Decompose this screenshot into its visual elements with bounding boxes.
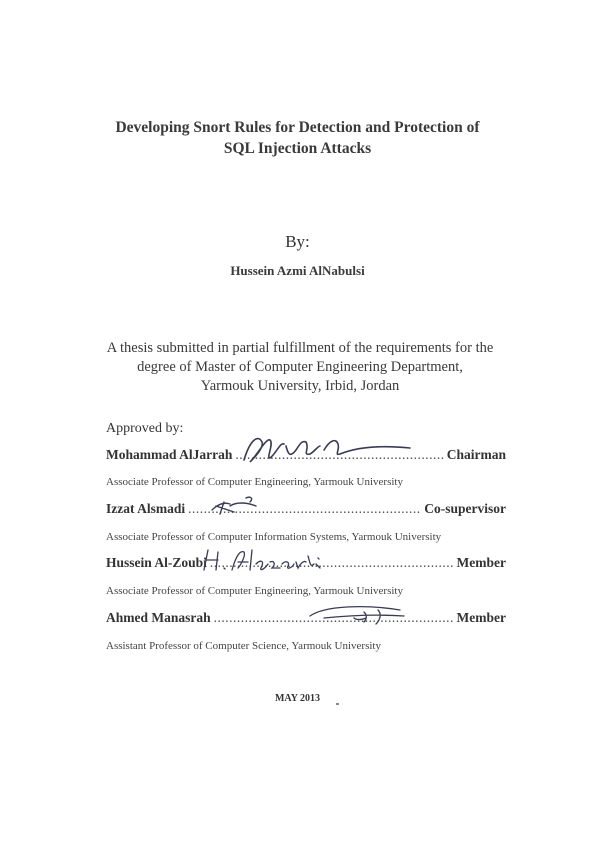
thesis-statement-line-3: Yarmouk University, Irbid, Jordan: [200, 378, 400, 394]
committee-member-role: Chairman: [446, 447, 506, 462]
signature-member-1: [198, 546, 348, 576]
committee-member-role: Member: [456, 555, 506, 570]
committee-member-name: Mohammad AlJarrah: [106, 447, 233, 462]
by-label: By:: [285, 232, 310, 251]
signature-member-2: [304, 602, 414, 626]
thesis-title-line-1: Developing Snort Rules for Detection and Protection of: [115, 119, 480, 136]
thesis-statement-line-2: degree of Master of Computer Engineering Department,: [137, 359, 463, 375]
author-name: Hussein Azmi AlNabulsi: [230, 263, 365, 278]
thesis-title: [60, 117, 535, 159]
approved-by-label: Approved by:: [106, 421, 184, 436]
signature-chairman: [240, 432, 420, 468]
committee-member-affiliation: Associate Professor of Computer Engineering, Yarmouk University: [106, 476, 403, 488]
committee-row-co-supervisor: [106, 501, 506, 521]
committee-member-name: Izzat Alsmadi: [106, 501, 186, 516]
thesis-statement: [90, 339, 510, 396]
committee-member-role: Member: [456, 610, 506, 625]
committee-member-role: Co-supervisor: [424, 501, 506, 516]
committee-member-name: Hussein Al-Zoubi: [106, 555, 207, 570]
thesis-title-line-2: SQL Injection Attacks: [223, 140, 372, 157]
committee-member-affiliation: Associate Professor of Computer Engineering, Yarmouk University: [106, 585, 403, 597]
thesis-statement-line-1: A thesis submitted in partial fulfillment of the requirements for the: [106, 340, 494, 356]
submission-date: MAY 2013: [274, 693, 321, 704]
committee-member-affiliation: Assistant Professor of Computer Science, Yarmouk University: [106, 640, 381, 652]
committee-member-affiliation: Associate Professor of Computer Information Systems, Yarmouk University: [106, 531, 442, 543]
committee-member-name: Ahmed Manasrah: [106, 610, 211, 625]
signature-co-supervisor: [206, 494, 276, 516]
scan-speck: [336, 703, 339, 705]
